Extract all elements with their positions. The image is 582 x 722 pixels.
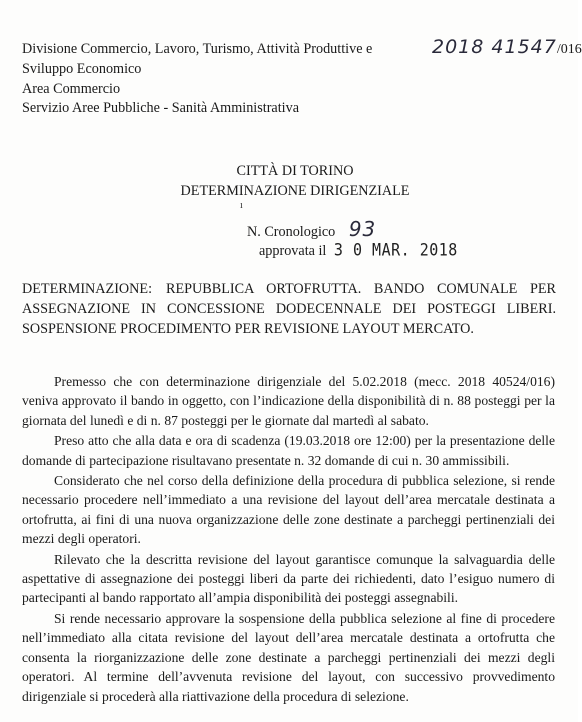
department-header <box>22 40 422 119</box>
department-line: Sviluppo Economico <box>22 60 142 77</box>
approval-line <box>259 240 458 261</box>
document-title-block <box>0 161 578 201</box>
department-line: Area Commercio <box>22 80 121 97</box>
paragraph: Preso atto che alla data e ora di scadenza (19.03.2018 ore 12:00) per la presentazione delle domande di partecipazione risultavano presentate n. 32 domande di cui n. 30 ammissibili. <box>22 433 555 468</box>
paragraph: Premesso che con determinazione dirigenziale del 5.02.2018 (mecc. 2018 40524/016) veniva approvato il bando in oggetto, con l’indicazione della disponibilità di n. 88 posteggi per la giornata del lunedì e di n. 87 posteggi per le giornate dal martedì al sabato. <box>22 374 555 428</box>
cronologico-label: N. Cronologico <box>247 224 336 240</box>
tick-mark: ı <box>240 200 243 211</box>
approval-label: approvata il <box>259 243 327 259</box>
body-text <box>22 372 555 706</box>
department-line: Divisione Commercio, Lavoro, Turismo, Attività Produttive e <box>22 41 373 57</box>
subject-label: DETERMINAZIONE: <box>22 281 153 297</box>
approval-date-stamp: 3 0 MAR. 2018 <box>333 240 458 260</box>
department-line: Servizio Aree Pubbliche - Sanità Amministrativa <box>22 100 299 117</box>
paragraph: Considerato che nel corso della definizione della procedura di pubblica selezione, si rende necessario procedere nell’immediato a una revisione del layout dell’area mercatale destinata a ortofrutta, ai fini di una nuova organizzazione delle zone destinate a parcheggi pertinenziali dei mezzi degli operatori. <box>22 473 555 547</box>
subject-text: REPUBBLICA ORTOFRUTTA. BANDO COMUNALE PER ASSEGNAZIONE IN CONCESSIONE DODECENNALE DEI POSTEGGI LIBERI. SOSPENSIONE PROCEDIMENTO PER REVISIONE LAYOUT MERCATO. <box>22 281 556 337</box>
mecc-reference-number <box>432 36 582 59</box>
handwritten-reference: 2018 41547 <box>432 36 557 58</box>
cronologico-number: 93 <box>348 217 377 241</box>
city-name: CITTÀ DI TORINO <box>236 163 354 179</box>
document-type: DETERMINAZIONE DIRIGENZIALE <box>180 183 410 199</box>
subject-block <box>22 279 556 339</box>
paragraph: Si rende necessario approvare la sospensione della pubblica selezione al fine di procedere nell’immediato alla citata revisione del layout dell’area mercatale destinata a ortofrutta che consenta la riorganizzazione delle zone destinate a parcheggi pertinenziali dei mezzi degli operatori. Al termine dell’avvenuta revisione del layout, con successivo provvedimento dirigenziale si procederà alla riattivazione della procedura di selezione. <box>22 610 555 704</box>
reference-suffix: /016 <box>556 42 582 57</box>
paragraph: Rilevato che la descritta revisione del layout garantisce comunque la salvaguardia delle aspettative di assegnazione dei posteggi liberi da parte dei richiedenti, dato l’esiguo numero di partecipanti al bando rapportato all’ampia disponibilità dei posteggi assegnabili. <box>22 551 555 606</box>
